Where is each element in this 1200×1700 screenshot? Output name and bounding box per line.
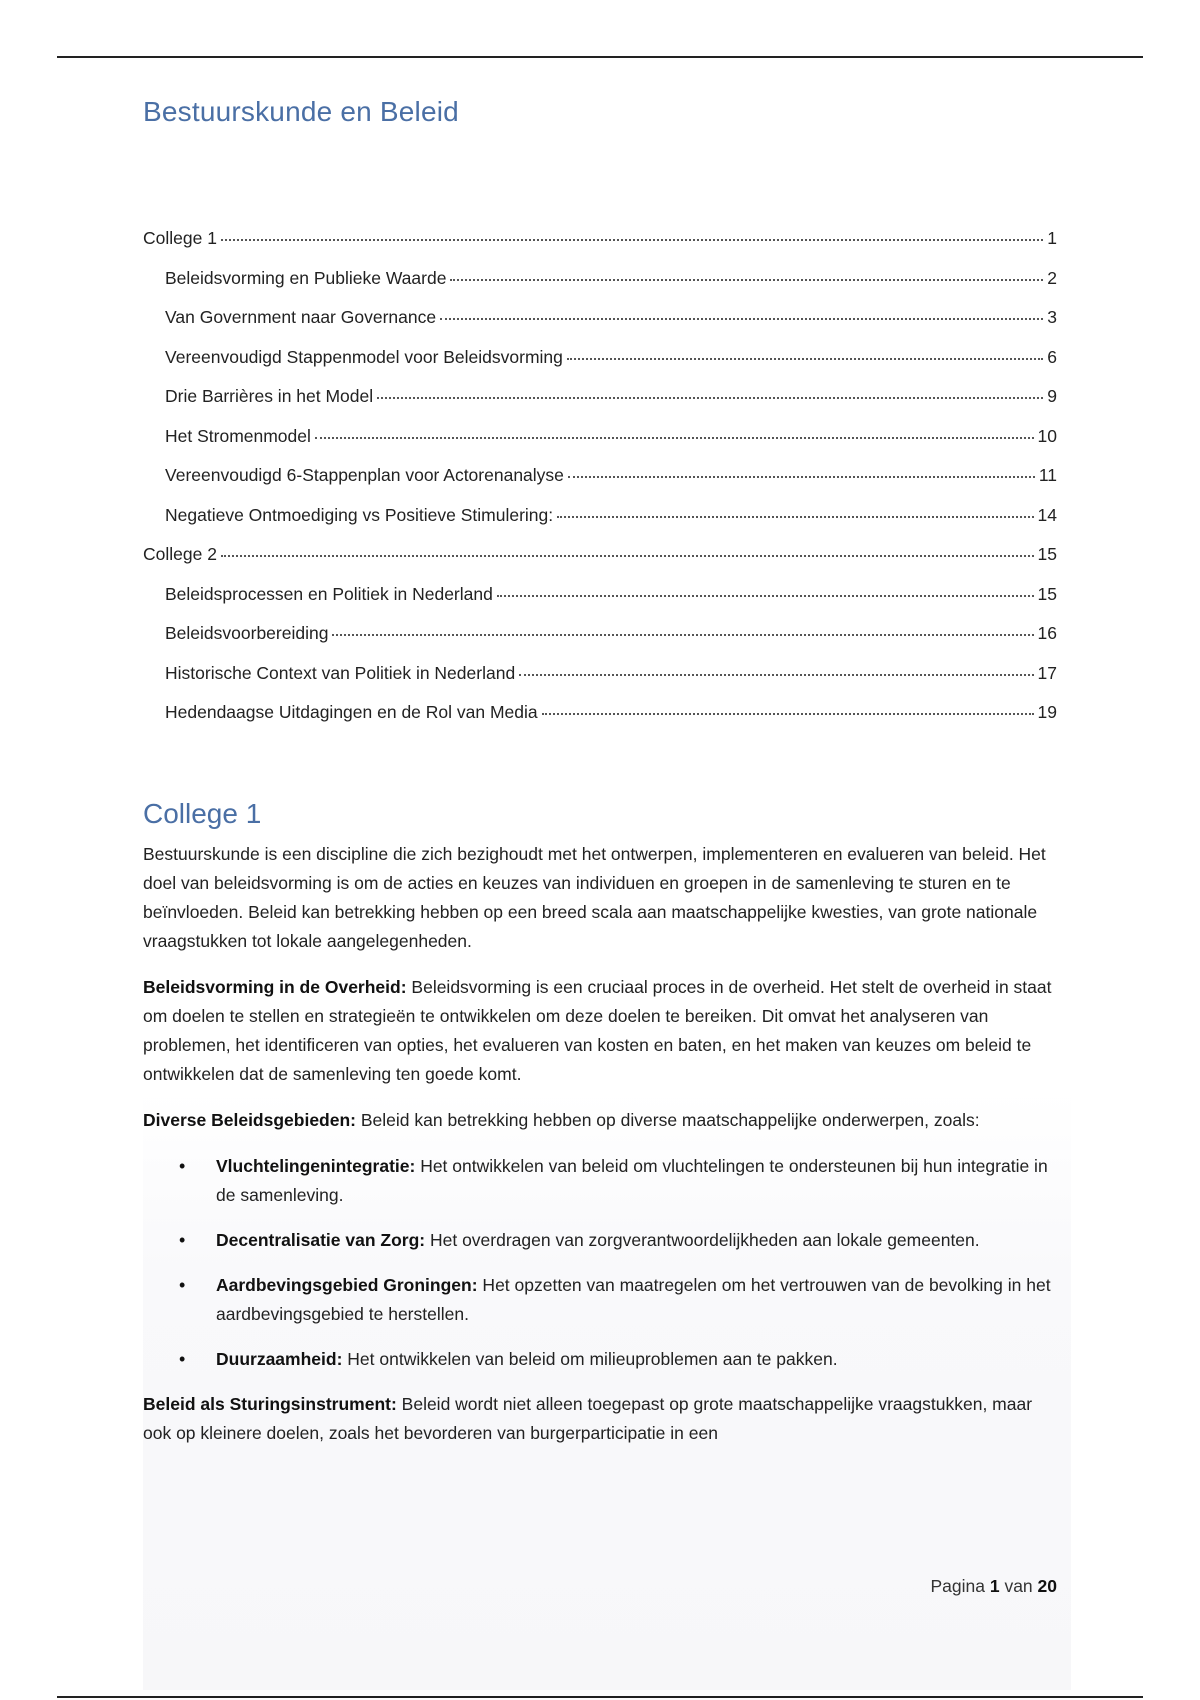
list-item-text: Het ontwikkelen van beleid om vluchtelingen te ondersteunen bij hun integratie in de samenleving. bbox=[216, 1156, 1048, 1205]
toc-entry[interactable] bbox=[143, 268, 1057, 308]
toc-entry-label: Het Stromenmodel bbox=[165, 425, 311, 446]
list-item bbox=[143, 1345, 1063, 1374]
toc-entry-page: 14 bbox=[1037, 504, 1057, 525]
toc-entry-page: 3 bbox=[1047, 307, 1057, 327]
paragraph-beleidsvorming bbox=[143, 973, 1063, 1089]
toc-entry-page: 17 bbox=[1037, 662, 1057, 683]
paragraph-label: Beleidsvorming in de Overheid: bbox=[143, 977, 407, 997]
intro-paragraph: Bestuurskunde is een discipline die zich bezighoudt met het ontwerpen, implementeren en evalueren van beleid. Het doel van beleidsvorming is om de acties en keuzes van individuen en groepen in de samenleving te sturen en te beïnvloeden. Beleid kan betrekking hebben op een breed scala aan maatschappelijke kwesties, van grote nationale vraagstukken tot lokale aangelegenheden. bbox=[143, 844, 1046, 951]
list-item bbox=[143, 1152, 1063, 1210]
toc-leader bbox=[315, 437, 1034, 439]
toc-entry[interactable] bbox=[143, 228, 1057, 268]
paragraph-sturingsinstrument bbox=[143, 1390, 1063, 1448]
top-rule bbox=[57, 56, 1143, 58]
toc-leader bbox=[497, 595, 1034, 597]
toc-entry-label: Hedendaagse Uitdagingen en de Rol van Media bbox=[165, 702, 538, 722]
list-item bbox=[143, 1226, 1063, 1255]
toc-entry-label: Drie Barrières in het Model bbox=[165, 386, 374, 406]
toc-leader bbox=[440, 318, 1043, 320]
paragraph-label: Beleid als Sturingsinstrument: bbox=[143, 1394, 397, 1414]
toc-entry-label: Historische Context van Politiek in Nederland bbox=[165, 662, 516, 683]
toc-entry-page: 15 bbox=[1037, 583, 1057, 604]
total-page-count: 20 bbox=[1037, 1576, 1057, 1596]
current-page-number: 1 bbox=[989, 1576, 1000, 1596]
toc-entry-page: 1 bbox=[1047, 228, 1057, 248]
toc-entry-label: Beleidsvorming en Publieke Waarde bbox=[165, 267, 447, 288]
list-item-label: Vluchtelingenintegratie: bbox=[216, 1156, 416, 1176]
list-item-text: Het opzetten van maatregelen om het vertrouwen van de bevolking in het aardbevingsgebied te herstellen. bbox=[216, 1275, 1051, 1324]
toc-entry-page: 10 bbox=[1037, 425, 1057, 446]
bottom-rule bbox=[57, 1696, 1143, 1698]
footer-prefix: Pagina bbox=[930, 1576, 985, 1596]
paragraph-text: Beleid wordt niet alleen toegepast op grote maatschappelijke vraagstukken, maar ook op kleinere doelen, zoals het bevorderen van burgerparticipatie in een bbox=[143, 1394, 1033, 1443]
paragraph-text: Beleid kan betrekking hebben op diverse maatschappelijke onderwerpen, zoals: bbox=[356, 1110, 980, 1130]
toc-leader bbox=[221, 239, 1043, 241]
list-item bbox=[143, 1271, 1063, 1329]
toc-entry[interactable] bbox=[143, 544, 1057, 584]
toc-entry[interactable] bbox=[143, 663, 1057, 703]
toc-leader bbox=[567, 358, 1043, 360]
list-item-label: Decentralisatie van Zorg: bbox=[216, 1230, 426, 1250]
paragraph-label: Diverse Beleidsgebieden: bbox=[143, 1110, 356, 1130]
toc-entry-label: Vereenvoudigd 6-Stappenplan voor Actorenanalyse bbox=[165, 465, 564, 485]
toc-entry-page: 6 bbox=[1047, 346, 1057, 367]
toc-entry-label: Negatieve Ontmoediging vs Positieve Stimulering: bbox=[165, 504, 554, 525]
paragraph-text: Beleidsvorming is een cruciaal proces in de overheid. Het stelt de overheid in staat om doelen te stellen en strategieën te ontwikkelen om deze doelen te bereiken. Dit omvat het analyseren van problemen, het identificeren van opties, het evalueren van kosten en baten, en het maken van keuzes om beleid te ontwikkelen dat de samenleving ten goede komt. bbox=[143, 977, 1052, 1084]
list-item-text: Het ontwikkelen van beleid om milieuproblemen aan te pakken. bbox=[342, 1349, 838, 1369]
toc-entry-label: Vereenvoudigd Stappenmodel voor Beleidsvorming bbox=[165, 346, 563, 367]
toc-leader bbox=[542, 713, 1034, 715]
list-item-label: Aardbevingsgebied Groningen: bbox=[216, 1275, 478, 1295]
toc-entry[interactable] bbox=[143, 386, 1057, 426]
toc-leader bbox=[332, 634, 1033, 636]
toc-entry-label: Van Government naar Governance bbox=[165, 307, 437, 327]
toc-entry-label: College 1 bbox=[143, 228, 217, 248]
toc-entry-label: Beleidsprocessen en Politiek in Nederland bbox=[165, 583, 493, 604]
toc-entry[interactable] bbox=[143, 584, 1057, 624]
toc-entry-page: 11 bbox=[1038, 465, 1057, 485]
document-title: Bestuurskunde en Beleid bbox=[143, 96, 459, 127]
toc-leader bbox=[557, 516, 1033, 518]
toc-entry[interactable] bbox=[143, 702, 1057, 742]
toc-entry[interactable] bbox=[143, 465, 1057, 505]
toc-entry-page: 2 bbox=[1047, 267, 1057, 288]
policy-area-list bbox=[143, 1152, 1063, 1374]
toc-leader bbox=[450, 279, 1043, 281]
toc-entry-page: 16 bbox=[1037, 623, 1057, 643]
section-heading: College 1 bbox=[143, 798, 262, 829]
toc-entry[interactable] bbox=[143, 505, 1057, 545]
table-of-contents bbox=[143, 228, 1057, 742]
list-item-text: Het overdragen van zorgverantwoordelijkheden aan lokale gemeenten. bbox=[425, 1230, 980, 1250]
list-item-label: Duurzaamheid: bbox=[216, 1349, 343, 1369]
toc-entry-label: College 2 bbox=[143, 544, 217, 564]
footer-separator: van bbox=[1004, 1576, 1033, 1596]
paragraph-beleidsgebieden bbox=[143, 1106, 1063, 1135]
toc-leader bbox=[519, 674, 1033, 676]
toc-entry-page: 9 bbox=[1047, 386, 1057, 406]
toc-leader bbox=[377, 397, 1043, 399]
toc-entry-label: Beleidsvoorbereiding bbox=[165, 623, 329, 643]
toc-entry-page: 19 bbox=[1037, 702, 1057, 722]
toc-entry[interactable] bbox=[143, 623, 1057, 663]
toc-entry[interactable] bbox=[143, 347, 1057, 387]
toc-leader bbox=[221, 555, 1034, 557]
toc-entry-page: 15 bbox=[1037, 544, 1057, 564]
page-number-footer bbox=[930, 1576, 1057, 1597]
toc-leader bbox=[568, 476, 1035, 478]
toc-entry[interactable] bbox=[143, 307, 1057, 347]
section-body bbox=[143, 840, 1063, 1465]
toc-entry[interactable] bbox=[143, 426, 1057, 466]
